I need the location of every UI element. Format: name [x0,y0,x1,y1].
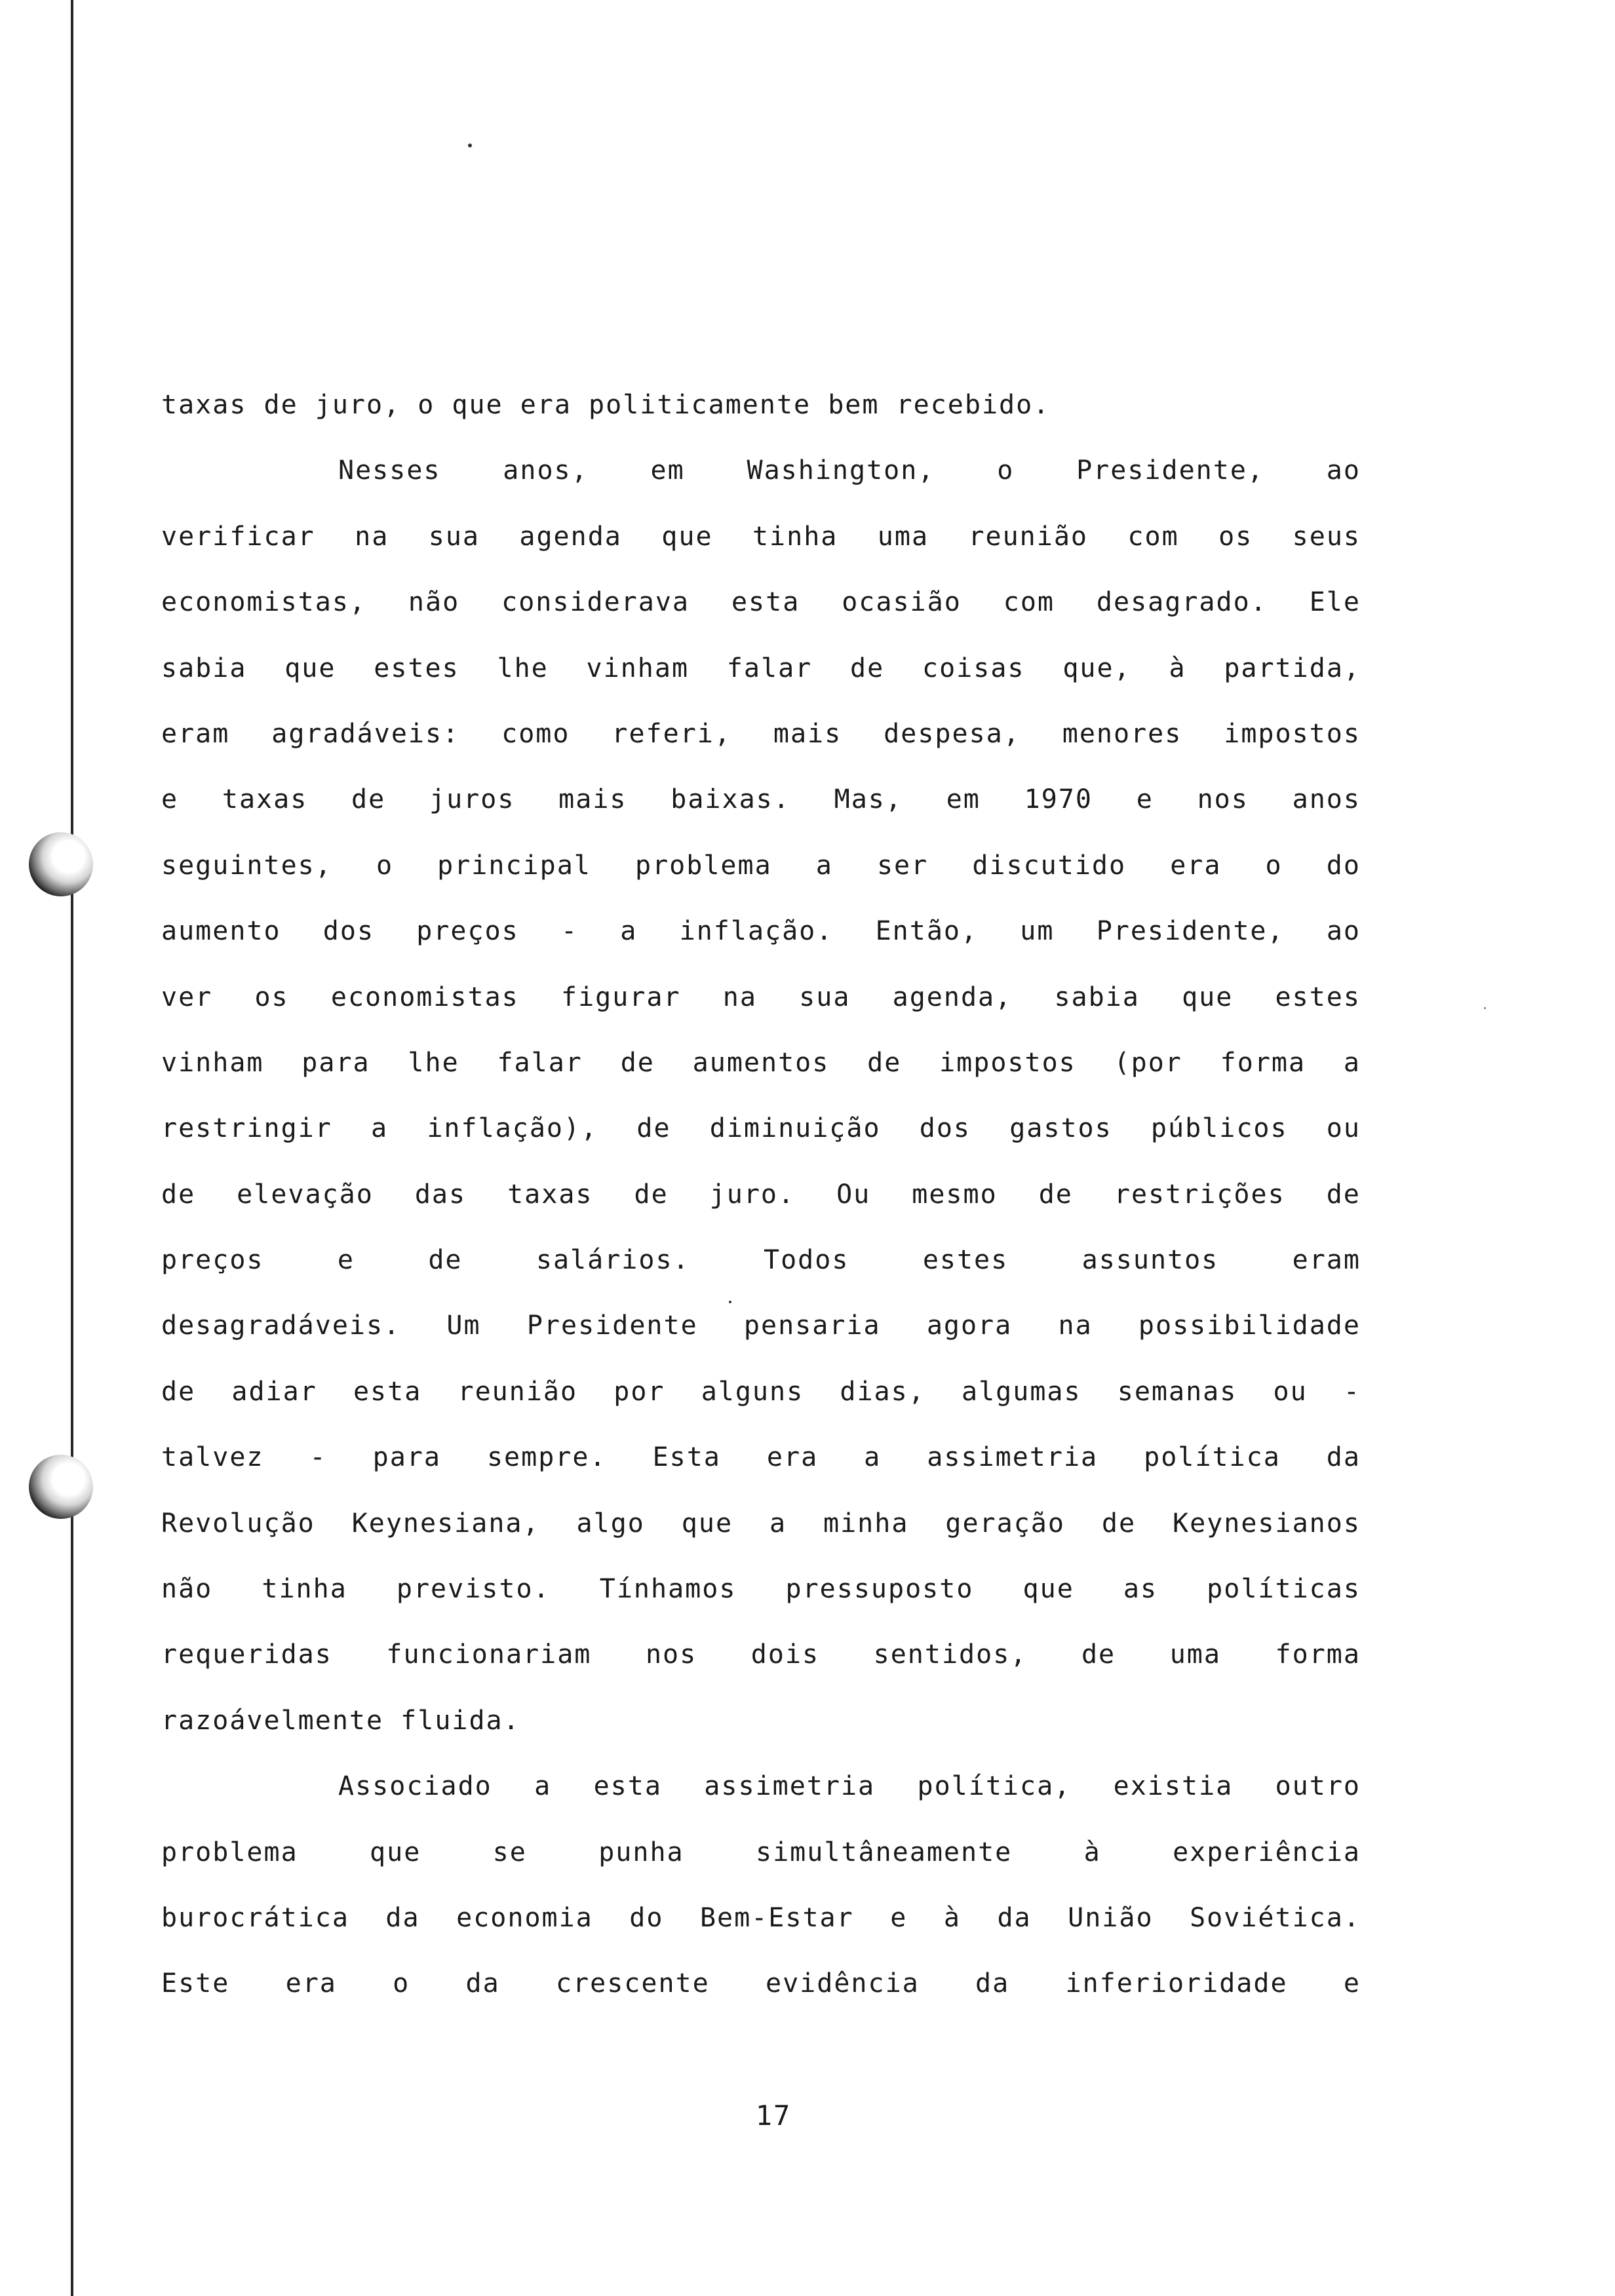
word: verificar [161,521,315,552]
word: o [376,850,394,881]
word: a [769,1508,787,1539]
word: da [385,1902,420,1933]
word: mais [773,718,842,749]
word: - [560,916,579,947]
word: Presidente, [1076,455,1264,486]
word: esta [353,1376,422,1407]
text-line [161,1372,1361,1438]
word: gastos [1009,1113,1112,1144]
word: Keynesianos [1173,1508,1361,1539]
word: na [722,982,757,1012]
punch-hole-upper [29,832,93,896]
word: esta [593,1771,662,1802]
word: que [284,653,336,683]
word: juro. [709,1179,796,1210]
word: pressuposto [785,1574,974,1605]
word: os [254,982,289,1012]
word: mais [558,784,627,815]
word: adiar [231,1376,317,1407]
word: sempre. [486,1442,607,1473]
word: alguns [701,1376,804,1407]
word: à [1083,1837,1101,1867]
word: de [1326,1179,1361,1210]
word: na [1058,1311,1093,1341]
word: restrições [1114,1179,1285,1210]
word: existia [1113,1771,1234,1802]
word: Este [161,1968,230,1999]
text-line [161,1833,1361,1898]
word: a [864,1442,882,1473]
word: Ou [836,1179,871,1210]
word: ou [1273,1376,1308,1407]
word: eram [1292,1245,1361,1276]
word: o [393,1968,410,1999]
word: sua [428,521,480,552]
word: Associado [338,1771,492,1802]
text-line [161,1701,1361,1767]
word: sabia [161,653,247,683]
word: que, [1062,653,1131,683]
word: possibilidade [1138,1311,1361,1341]
word: políticas [1207,1574,1361,1605]
word: semanas [1117,1376,1237,1407]
text-line [161,1504,1361,1569]
word: de [867,1047,902,1078]
word: considerava [501,587,690,618]
word: da [1326,1442,1361,1473]
word: de [428,1245,463,1276]
text-line [161,846,1361,911]
word: política, [917,1771,1072,1802]
word: falar [726,653,813,683]
word: Mas, [834,784,903,815]
word: e [890,1902,908,1933]
word: de [1038,1179,1073,1210]
word: salários. [535,1245,690,1276]
word: Presidente, [1096,916,1285,947]
word: Nesses [338,455,441,486]
punch-hole-lower [29,1455,93,1519]
word: a [1343,1047,1361,1078]
word: economia [456,1902,593,1933]
word: crescente [555,1968,710,1999]
word: impostos [939,1047,1076,1078]
word: agenda [519,521,622,552]
word: estes [922,1245,1009,1276]
word: da [975,1968,1010,1999]
word: referi, [612,718,731,749]
word: seus [1292,521,1361,552]
word: problema [161,1837,298,1867]
text-line [161,1043,1361,1109]
word: assimetria [927,1442,1099,1473]
word: vinham [161,1047,264,1078]
word: e [1343,1968,1361,1999]
word: punha [598,1837,684,1867]
text-line [161,780,1361,845]
word: desagrado. [1096,587,1268,618]
text-line [161,1109,1361,1174]
word: funcionariam [386,1639,592,1670]
word: o [997,455,1015,486]
word: preços [161,1245,264,1276]
word: coisas [922,653,1025,683]
word: uma [877,521,929,552]
word: de [636,1113,671,1144]
text-line [161,583,1361,648]
word: requeridas [161,1639,332,1670]
word: que [370,1837,421,1867]
word: com [1003,587,1055,618]
word: Um [446,1311,481,1341]
word: de [1101,1508,1137,1539]
word: assimetria [704,1771,876,1802]
word: nos [645,1639,697,1670]
page-number: 17 [755,2099,792,2132]
word: e [337,1245,355,1276]
word: agradáveis: [271,718,460,749]
text-line [161,1635,1361,1700]
word: previsto. [396,1574,551,1605]
scan-speck [1484,1007,1486,1009]
word: figurar [560,982,681,1012]
word: se [492,1837,527,1867]
word: pensaria [743,1311,881,1341]
word: um [1020,916,1055,947]
word: menores [1062,718,1182,749]
word: economistas, [161,587,366,618]
word: ver [161,982,213,1012]
word: à [1169,653,1186,683]
word: do [629,1902,664,1933]
word: a [534,1771,552,1802]
word: de [634,1179,669,1210]
word: a [371,1113,389,1144]
word: a [815,850,833,881]
word: - [1343,1376,1361,1407]
page-edge-line [71,0,73,2296]
word: para [302,1047,370,1078]
word: vinham [586,653,690,683]
word: forma [1220,1047,1306,1078]
word: razoávelmente fluida. [161,1705,520,1736]
word: Todos [764,1245,849,1276]
word: taxas de juro, o que era politicamente bem recebido. [161,390,1051,420]
word: estes [374,653,459,683]
word: - [309,1442,327,1473]
word: Keynesiana, [351,1508,540,1539]
word: inflação. [679,916,834,947]
word: ocasião [842,587,962,618]
word: 1970 [1024,784,1093,815]
word: os [1218,521,1253,552]
word: das [414,1179,467,1210]
word: forma [1275,1639,1361,1670]
word: política [1144,1442,1281,1473]
body-text [161,385,1361,2030]
word: geração [945,1508,1065,1539]
word: que [1022,1574,1074,1605]
text-line [161,1240,1361,1306]
word: e [161,784,179,815]
word: era [766,1442,819,1473]
word: que [661,521,713,552]
word: anos [1292,784,1361,815]
word: sabia [1054,982,1140,1012]
word: experiência [1173,1837,1361,1867]
word: estes [1275,982,1361,1012]
word: seguintes, [161,850,332,881]
word: reunião [457,1376,578,1407]
word: de [351,784,386,815]
text-line [161,451,1361,516]
word: para [372,1442,441,1473]
text-line [161,1438,1361,1503]
text-line [161,1175,1361,1240]
word: simultâneamente [756,1837,1013,1867]
word: com [1127,521,1179,552]
word: baixas. [671,784,790,815]
text-line [161,1898,1361,1964]
word: que [1182,982,1234,1012]
word: preços [416,916,519,947]
word: inferioridade [1065,1968,1288,1999]
word: lhe [408,1047,459,1078]
word: algo [576,1508,645,1539]
word: nos [1197,784,1249,815]
word: Washington, [747,455,935,486]
word: públicos [1150,1113,1288,1144]
word: esta [731,587,800,618]
word: Presidente [526,1311,698,1341]
word: eram [161,718,230,749]
word: taxas [507,1179,593,1210]
word: evidência [766,1968,920,1999]
text-line [161,911,1361,977]
word: anos, [503,455,589,486]
word: na [355,521,389,552]
word: de [161,1179,196,1210]
word: da [997,1902,1032,1933]
word: agora [926,1311,1013,1341]
word: partida, [1224,653,1361,683]
word: em [946,784,981,815]
text-line [161,1569,1361,1635]
word: e [1136,784,1154,815]
word: dois [750,1639,820,1670]
word: de [161,1376,196,1407]
word: impostos [1224,718,1361,749]
word: Revolução [161,1508,315,1539]
word: discutido [972,850,1127,881]
text-line [161,649,1361,714]
word: tinha [752,521,838,552]
word: do [1326,850,1361,881]
word: dos [322,916,375,947]
word: juros [429,784,515,815]
word: Bem-Estar [699,1902,854,1933]
word: despesa, [884,718,1021,749]
word: não [408,587,460,618]
word: uma [1169,1639,1221,1670]
word: diminuição [709,1113,881,1144]
word: era [285,1968,337,1999]
word: da [465,1968,500,1999]
text-line [161,978,1361,1043]
word: União [1068,1902,1154,1933]
word: (por [1114,1047,1182,1078]
word: assuntos [1081,1245,1219,1276]
word: à [943,1902,961,1933]
word: não [161,1574,213,1605]
word: o [1265,850,1283,881]
word: ser [876,850,929,881]
word: principal [437,850,591,881]
word: Então, [875,916,979,947]
word: as [1123,1574,1158,1605]
word: outro [1275,1771,1361,1802]
word: ao [1326,916,1361,947]
text-line [161,1964,1361,2029]
word: minha [823,1508,909,1539]
word: agenda, [892,982,1013,1012]
word: algumas [961,1376,1081,1407]
word: de [850,653,885,683]
word: Tínhamos [599,1574,737,1605]
word: dias, [840,1376,925,1407]
word: que [681,1508,733,1539]
word: ao [1326,455,1361,486]
text-line [161,714,1361,780]
word: aumento [161,916,281,947]
word: de [620,1047,655,1078]
word: taxas [222,784,308,815]
word: sentidos, [873,1639,1028,1670]
scan-speck [468,144,472,147]
word: economistas [330,982,519,1012]
word: a [620,916,638,947]
word: sua [799,982,851,1012]
word: mesmo [912,1179,998,1210]
word: de [1081,1639,1116,1670]
text-line [161,1767,1361,1832]
word: Soviética. [1190,1902,1361,1933]
word: aumentos [692,1047,830,1078]
word: em [650,455,685,486]
word: Ele [1309,587,1361,618]
word: tinha [262,1574,347,1605]
word: como [501,718,570,749]
word: inflação), [427,1113,598,1144]
word: burocrática [161,1902,349,1933]
text-line [161,517,1361,583]
word: reunião [968,521,1089,552]
text-line [161,1306,1361,1371]
text-line [161,385,1361,451]
word: desagradáveis. [161,1311,401,1341]
word: talvez [161,1442,264,1473]
word: elevação [237,1179,374,1210]
word: Esta [652,1442,721,1473]
word: problema [635,850,772,881]
word: dos [919,1113,971,1144]
word: ou [1326,1113,1361,1144]
word: por [613,1376,665,1407]
word: lhe [497,653,549,683]
word: falar [497,1047,583,1078]
word: restringir [161,1113,332,1144]
word: era [1170,850,1222,881]
